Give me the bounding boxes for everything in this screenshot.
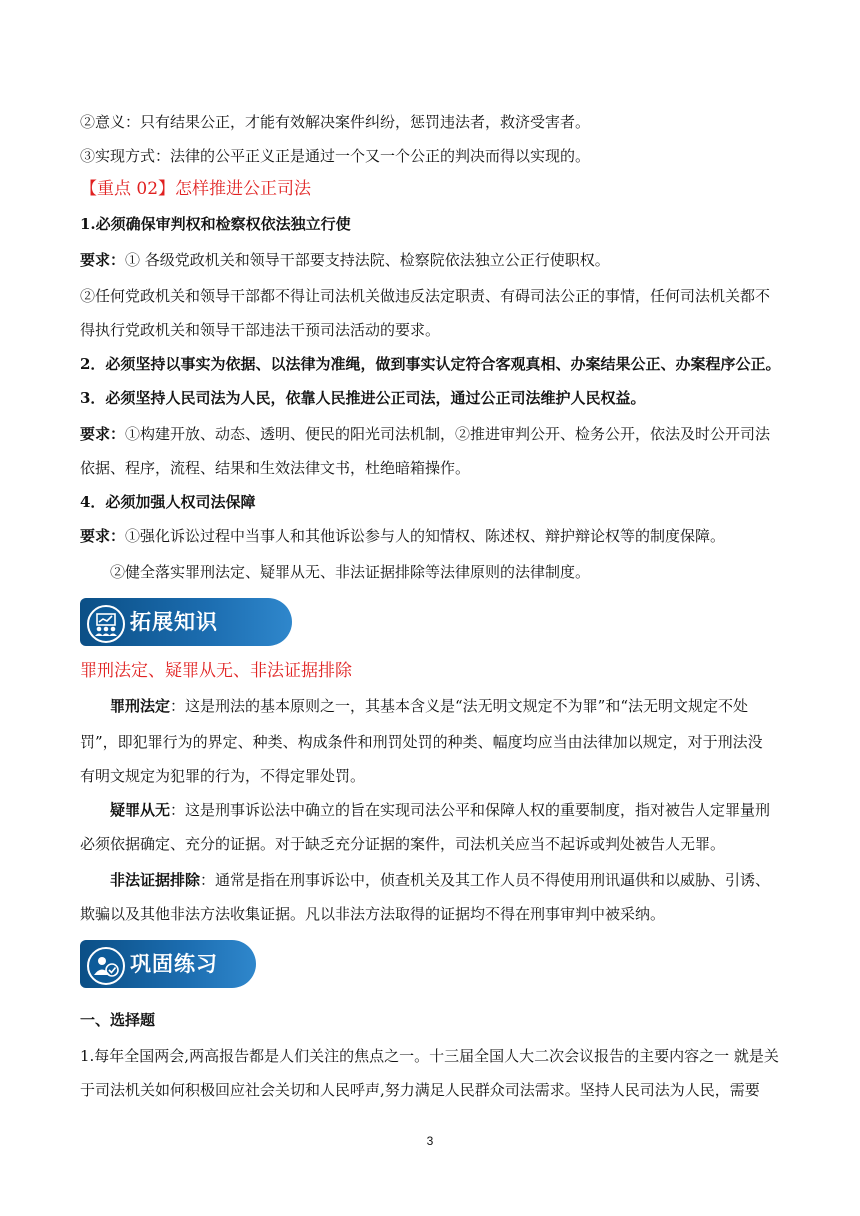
point-4-requirement-a <box>80 526 780 546</box>
method-line: ③实现方式：法律的公平正义正是通过一个又一个公正的判决而得以实现的。 <box>80 147 591 165</box>
extended-topic-heading: 罪刑法定、疑罪从无、非法证据排除 <box>80 661 352 681</box>
section-title: 一、选择题 <box>80 1011 156 1029</box>
point-3-requirement-b: 依据、程序，流程、结果和生效法律文书，杜绝暗箱操作。 <box>80 459 471 477</box>
banner-label: 拓展知识 <box>130 610 218 634</box>
ext-para-2-line-2: 必须依据确定、充分的证据。对于缺乏充分证据的案件，司法机关应当不起诉或判处被告人无罪。 <box>80 835 726 853</box>
point-1-requirement <box>80 250 780 270</box>
banner-label: 巩固练习 <box>130 952 218 976</box>
point-1-heading: 1.必须确保审判权和检察权依法独立行使 <box>80 215 351 233</box>
point-4-heading: 4．必须加强人权司法保障 <box>80 493 256 511</box>
ext-para-1-line-2: 罚”，即犯罪行为的界定、种类、构成条件和刑罚处罚的种类、幅度均应当由法律加以规定，对于刑法没 <box>80 733 763 751</box>
point-1-requirement-2b: 得执行党政机关和领导干部违法干预司法活动的要求。 <box>80 321 441 339</box>
requirement-text: ① 各级党政机关和领导干部要支持法院、检察院依法独立公正行使职权。 <box>125 251 610 269</box>
term-label: 疑罪从无 <box>110 801 171 819</box>
requirement-label: 要求： <box>80 527 126 545</box>
point-2-heading: 2．必须坚持以事实为依据、以法律为准绳，做到事实认定符合客观真相、办案结果公正、办案程序公正。 <box>80 355 780 373</box>
extended-knowledge-banner <box>80 598 292 646</box>
ext-para-3-line-1 <box>110 870 780 890</box>
group-presentation-icon <box>87 605 125 643</box>
ext-para-1-line-3: 有明文规定为犯罪的行为，不得定罪处罚。 <box>80 767 366 785</box>
ext-para-3-line-2: 欺骗以及其他非法方法收集证据。凡以非法方法取得的证据均不得在刑事审判中被采纳。 <box>80 905 666 923</box>
term-text: ：通常是指在刑事诉讼中，侦查机关及其工作人员不得使用刑讯逼供和以威胁、引诱、 <box>200 871 771 889</box>
ext-para-2-line-1 <box>110 800 780 820</box>
meaning-line: ②意义：只有结果公正，才能有效解决案件纠纷，惩罚违法者，救济受害者。 <box>80 113 591 131</box>
requirement-label: 要求： <box>80 425 126 443</box>
point-4-requirement-b: ②健全落实罪刑法定、疑罪从无、非法证据排除等法律原则的法律制度。 <box>110 563 591 581</box>
point-1-requirement-2a: ②任何党政机关和领导干部都不得让司法机关做违反法定职责、有碍司法公正的事情，任何司法机关都不 <box>80 287 771 305</box>
point-3-requirement-a <box>80 424 780 444</box>
term-text: ：这是刑法的基本原则之一，其基本含义是“法无明文规定不为罪”和“法无明文规定不处 <box>170 697 749 715</box>
term-label: 非法证据排除 <box>110 871 201 889</box>
key-point-heading: 【重点 02】怎样推进公正司法 <box>80 179 312 199</box>
point-3-heading: 3．必须坚持人民司法为人民，依靠人民推进公正司法，通过公正司法维护人民权益。 <box>80 389 646 407</box>
people-check-icon <box>87 947 125 985</box>
practice-banner <box>80 940 256 988</box>
term-label: 罪刑法定 <box>110 697 171 715</box>
term-text: ：这是刑事诉讼法中确立的旨在实现司法公平和保障人权的重要制度，指对被告人定罪量刑 <box>170 801 771 819</box>
page-number: 3 <box>426 1134 434 1148</box>
requirement-text: ①强化诉讼过程中当事人和其他诉讼参与人的知情权、陈述权、辩护辩论权等的制度保障。 <box>125 527 726 545</box>
ext-para-1-line-1 <box>110 696 780 716</box>
question-1-line-1: 1.每年全国两会,两高报告都是人们关注的焦点之一。十三届全国人大二次会议报告的主要内容之一 就是关 <box>80 1047 779 1065</box>
requirement-label: 要求： <box>80 251 126 269</box>
question-1-line-2: 于司法机关如何积极回应社会关切和人民呼声,努力满足人民群众司法需求。坚持人民司法为人民，需要 <box>80 1081 760 1099</box>
requirement-text: ①构建开放、动态、透明、便民的阳光司法机制，②推进审判公开、检务公开，依法及时公开司法 <box>125 425 771 443</box>
